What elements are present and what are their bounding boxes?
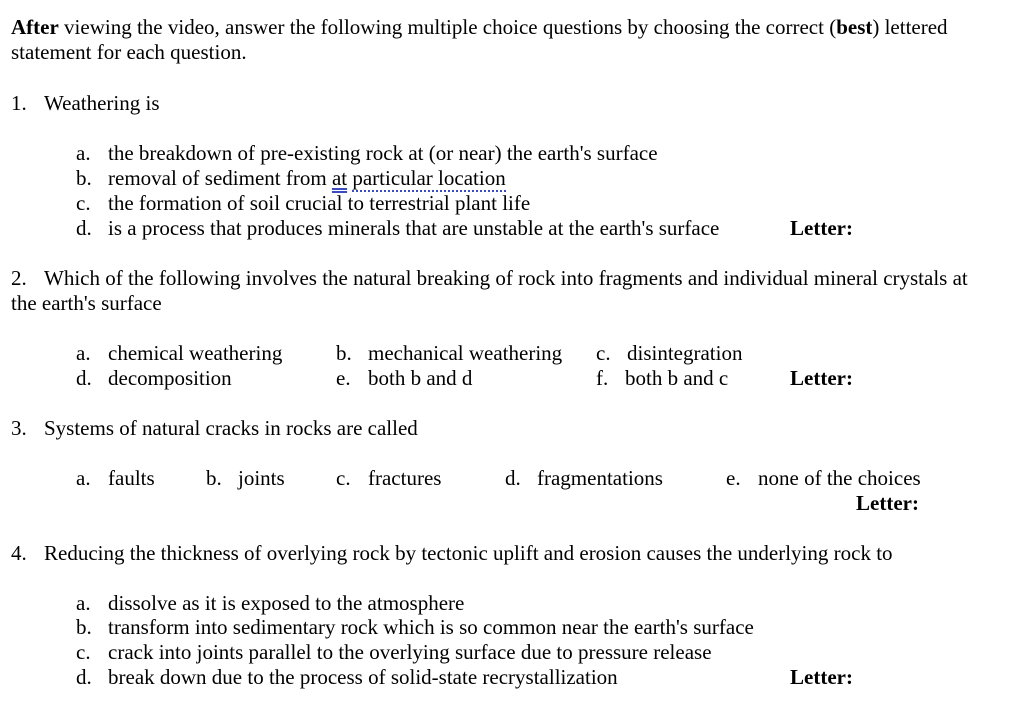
instructions-text-2: ) lettered statement for each question. (11, 15, 948, 64)
q1-choice-a-letter: a. (76, 141, 91, 165)
q1-choice-d-letter: d. (76, 216, 92, 240)
q2-choice-c: disintegration (627, 341, 743, 365)
spelling-flag-phrase: particular location (352, 166, 506, 190)
q3-choice-d: fragmentations (537, 466, 663, 490)
q3-choice-a: faults (108, 466, 155, 490)
instructions-best: best (836, 15, 873, 39)
q1-choice-b-letter: b. (76, 166, 92, 190)
q3-number: 3. (11, 416, 27, 440)
q3-choice-e-letter: e. (726, 466, 741, 490)
q3-choice-c-letter: c. (336, 466, 351, 490)
q3-letter-label: Letter: (856, 491, 919, 515)
q4-choice-b: transform into sedimentary rock which is so common near the earth's surface (108, 615, 754, 639)
q3-choice-a-letter: a. (76, 466, 91, 490)
q3-choice-e: none of the choices (758, 466, 921, 490)
q1-choice-b (108, 166, 506, 191)
q2-choice-d: decomposition (108, 366, 232, 390)
q2-choice-a: chemical weathering (108, 341, 283, 365)
q2-choice-b-letter: b. (336, 341, 352, 365)
q1-choice-c: the formation of soil crucial to terrestrial plant life (108, 191, 531, 215)
q4-choice-b-letter: b. (76, 615, 92, 639)
q4-letter-label: Letter: (790, 665, 853, 689)
q1-choice-a: the breakdown of pre-existing rock at (or near) the earth's surface (108, 141, 658, 165)
q1-answer-field[interactable] (860, 216, 980, 241)
q4-number: 4. (11, 541, 27, 565)
q2-letter-label: Letter: (790, 366, 853, 390)
q3-choice-b: joints (238, 466, 285, 490)
q2-answer-field[interactable] (860, 366, 980, 391)
q4-choice-d-letter: d. (76, 665, 92, 689)
q1-stem: Weathering is (44, 91, 160, 115)
q2-choice-f-letter: f. (596, 366, 609, 390)
q3-answer-field[interactable] (924, 491, 994, 516)
q2-choice-c-letter: c. (596, 341, 611, 365)
instructions-text-1: viewing the video, answer the following multiple choice questions by choosing the correct ( (58, 15, 837, 39)
q2-stem: Which of the following involves the natural breaking of rock into fragments and individual mineral crystals at the earth's surface (11, 266, 968, 315)
q2-choice-b: mechanical weathering (368, 341, 563, 365)
q1-number: 1. (11, 91, 27, 115)
q2-choice-f: both b and c (625, 366, 729, 390)
q3-choice-c: fractures (368, 466, 442, 490)
q2-number: 2. (11, 266, 27, 290)
q4-answer-field[interactable] (860, 665, 980, 690)
q1-choice-d: is a process that produces minerals that are unstable at the earth's surface (108, 216, 720, 240)
q4-choice-c-letter: c. (76, 640, 91, 664)
q1-choice-b-text: removal of sediment from (108, 166, 332, 190)
q1-choice-c-letter: c. (76, 191, 91, 215)
q2-choice-e-letter: e. (336, 366, 351, 390)
instructions-after: After (11, 15, 59, 39)
q4-choice-a-letter: a. (76, 591, 91, 615)
instructions (11, 15, 996, 65)
q4-stem: Reducing the thickness of overlying rock by tectonic uplift and erosion causes the underlying rock to (44, 541, 893, 565)
q3-choice-d-letter: d. (505, 466, 521, 490)
q1-letter-label: Letter: (790, 216, 853, 240)
q3-choice-b-letter: b. (206, 466, 222, 490)
q2-choice-a-letter: a. (76, 341, 91, 365)
q2-choice-d-letter: d. (76, 366, 92, 390)
q4-choice-c: crack into joints parallel to the overlying surface due to pressure release (108, 640, 712, 664)
q4-choice-a: dissolve as it is exposed to the atmosphere (108, 591, 465, 615)
grammar-flag-at: at (331, 166, 348, 190)
q4-choice-d: break down due to the process of solid-state recrystallization (108, 665, 618, 689)
q2-choice-e: both b and d (368, 366, 473, 390)
q3-stem: Systems of natural cracks in rocks are called (44, 416, 418, 440)
